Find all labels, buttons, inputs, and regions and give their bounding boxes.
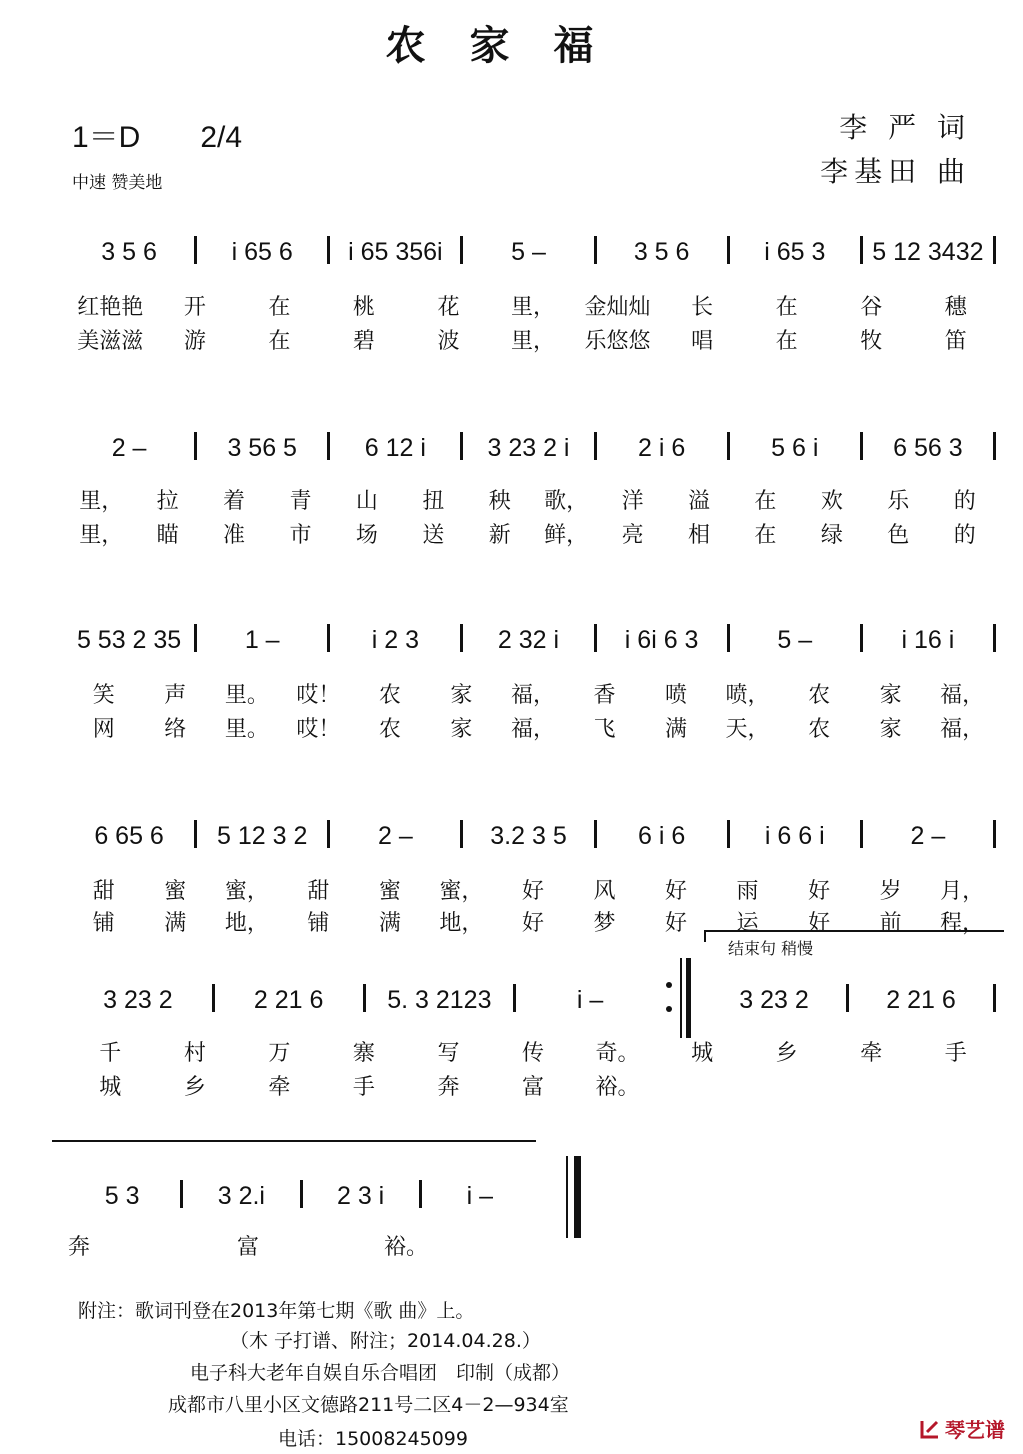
lyric: 福，: [510, 683, 555, 708]
measure: 5. 3 2123: [387, 986, 492, 1014]
notation-row-4: [66, 820, 998, 851]
lyric: 福，: [940, 683, 985, 708]
lyric: 美滋滋: [77, 329, 144, 354]
measure: i 65 6: [231, 238, 293, 266]
lyric: 在: [268, 295, 291, 320]
lyrics-row-3-verse-1: [68, 678, 998, 709]
lyric: 场: [355, 523, 378, 548]
lyric: 好: [808, 879, 831, 904]
lyrics-row-6: [68, 1230, 428, 1261]
lyric: 长: [691, 295, 714, 320]
lyric: 秧: [488, 489, 511, 514]
lyric: 乡: [775, 1041, 798, 1066]
measure: 5 –: [511, 238, 546, 266]
lyric: 牵: [268, 1075, 291, 1100]
notation-row-5-ending: [704, 984, 998, 1015]
lyric: 甜: [92, 879, 115, 904]
lyric: 梦: [593, 911, 616, 936]
measure: 6 56 3: [893, 434, 963, 462]
lyrics-row-4-verse-1: [68, 874, 998, 905]
lyric: 绿: [820, 523, 843, 548]
measure: i 65 3: [764, 238, 826, 266]
lyric: 寨: [352, 1041, 375, 1066]
lyric: 牵: [860, 1041, 883, 1066]
lyric: 千: [99, 1041, 122, 1066]
measure: 3 56 5: [227, 434, 297, 462]
measure: 2 –: [111, 434, 147, 462]
barline: [300, 1180, 303, 1208]
measure: 6 12 i: [364, 434, 426, 462]
barline: [327, 624, 330, 652]
barline: [327, 820, 330, 848]
lyric: 里，: [511, 295, 556, 320]
barline: [727, 624, 730, 652]
lyric: 溢: [688, 489, 711, 514]
measure: 5 3: [104, 1182, 140, 1210]
lyric: 家: [450, 717, 473, 742]
lyric: 程，: [940, 911, 985, 936]
barline: [860, 820, 863, 848]
lyric: 铺: [92, 911, 115, 936]
lyric: 在: [775, 329, 798, 354]
barline: [194, 624, 197, 652]
lyric: 着: [223, 489, 246, 514]
measure: 3 23 2: [103, 986, 173, 1014]
lyric: 蜜: [164, 879, 187, 904]
measure: i 16 i: [901, 626, 955, 654]
lyric: 洋: [621, 489, 644, 514]
lyric: 好: [521, 911, 544, 936]
lyrics-row-2-verse-2: [68, 518, 998, 549]
lyric: 的: [953, 523, 976, 548]
lyric: 香: [593, 683, 616, 708]
barline: [327, 236, 330, 264]
lyric: 喷，: [725, 683, 770, 708]
lyric: 蜜，: [224, 879, 269, 904]
lyric: 碧: [352, 329, 375, 354]
lyric: [660, 1070, 745, 1101]
lyric: 红艳艳: [77, 295, 144, 320]
lyric: 富: [522, 1075, 545, 1100]
footnote-printer: 电子科大老年自娱自乐合唱团 印制（成都）: [190, 1362, 571, 1384]
measure: 2 3 i: [336, 1182, 385, 1210]
measure: 6 i 6: [638, 822, 686, 850]
lyric: 鲜，: [544, 523, 589, 548]
measure: i 6i 6 3: [624, 626, 699, 654]
lyric: 满: [665, 717, 688, 742]
barline: [993, 984, 996, 1012]
lyrics-row-5-verse-2: [68, 1070, 998, 1101]
measure: 5 12 3432: [872, 238, 984, 266]
lyric: 好: [665, 879, 688, 904]
lyric: 谷: [860, 295, 883, 320]
barline: [860, 236, 863, 264]
barline: [727, 820, 730, 848]
lyric: 农: [378, 683, 401, 708]
lyric: 网: [92, 717, 115, 742]
lyric: 穗: [944, 295, 967, 320]
lyric: 地，: [439, 911, 484, 936]
lyric: 桃: [352, 295, 375, 320]
barline: [180, 1180, 183, 1208]
measure: 2 21 6: [253, 986, 324, 1014]
lyric: 乡: [183, 1075, 206, 1100]
lyric: 农: [808, 683, 831, 708]
lyric: 家: [879, 717, 902, 742]
lyric: 手: [944, 1041, 967, 1066]
measure: 5 6 i: [771, 434, 819, 462]
barline: [846, 984, 849, 1012]
final-barline-thick: [574, 1156, 581, 1238]
lyric: 雨: [736, 879, 759, 904]
lyric: 蜜: [378, 879, 401, 904]
qinyipu-logo-icon: [919, 1418, 941, 1440]
lyrics-row-5-verse-1: [68, 1036, 998, 1067]
repeat-thin-line: [680, 958, 682, 1038]
lyric: 满: [378, 911, 401, 936]
lyric: [744, 1070, 829, 1101]
barline: [993, 236, 996, 264]
notation-row-3: [66, 624, 998, 655]
repeat-sign: [666, 958, 694, 1038]
measure: 2 21 6: [886, 986, 956, 1014]
lyric: 好: [808, 911, 831, 936]
lyric: 笑: [92, 683, 115, 708]
measure: 3 23 2 i: [487, 434, 570, 462]
notation-row-1: [66, 236, 998, 267]
lyric: 地，: [224, 911, 269, 936]
lyric: 花: [437, 295, 460, 320]
lyric: 络: [164, 717, 187, 742]
lyric: 运: [736, 911, 759, 936]
lyric: 农: [378, 717, 401, 742]
barline: [727, 236, 730, 264]
barline: [594, 236, 597, 264]
notation-row-2: [66, 432, 998, 463]
tempo-marking: 中速 赞美地: [72, 173, 163, 193]
lyric: 游: [183, 329, 206, 354]
lyric: 乐悠悠: [584, 329, 651, 354]
barline: [513, 984, 516, 1012]
barline: [727, 432, 730, 460]
measure: i 65 356i: [348, 238, 443, 266]
measure: 3 5 6: [633, 238, 690, 266]
barline: [419, 1180, 422, 1208]
lyric: 牧: [860, 329, 883, 354]
lyric: 手: [352, 1075, 375, 1100]
measure: 1 –: [244, 626, 280, 654]
lyric: 里，: [79, 523, 124, 548]
lyrics-row-1-verse-2: [68, 324, 998, 355]
measure: 2 –: [377, 822, 413, 850]
ending-label: 结束句 稍慢: [728, 939, 814, 958]
barline: [993, 624, 996, 652]
lyric: 月，: [940, 879, 985, 904]
lyric: 里，: [511, 329, 556, 354]
measure: 5 12 3 2: [217, 822, 308, 850]
lyric: 在: [775, 295, 798, 320]
footnote-transcriber: （木 子打谱、附注；2014.04.28.）: [230, 1330, 541, 1352]
barline: [194, 236, 197, 264]
measure: 6 65 6: [94, 822, 164, 850]
key-signature: 1＝D 2/4: [72, 121, 243, 154]
lyric: 市: [289, 523, 312, 548]
lyric: 家: [450, 683, 473, 708]
lyric: 喷: [665, 683, 688, 708]
lyric: [829, 1070, 914, 1101]
lyric: 瞄: [156, 523, 179, 548]
lyric: 里。: [224, 683, 269, 708]
lyric: 里，: [79, 489, 124, 514]
measure: i 2 3: [371, 626, 419, 654]
lyric: 前: [879, 911, 902, 936]
lyric: 拉: [156, 489, 179, 514]
lyric: 金灿灿: [584, 295, 651, 320]
lyric: 奔: [68, 1235, 91, 1260]
measure: 3.2 3 5: [490, 822, 567, 850]
lyric: 里。: [224, 717, 269, 742]
song-title: 农家福: [385, 23, 638, 69]
barline: [194, 820, 197, 848]
lyric: 哎！: [296, 683, 341, 708]
notation-row-5-main: [66, 984, 662, 1015]
lyric: 写: [437, 1041, 460, 1066]
lyric: 相: [688, 523, 711, 548]
lyric: 铺: [307, 911, 330, 936]
measure: 3 5 6: [101, 238, 157, 266]
barline: [460, 432, 463, 460]
repeat-dot: [666, 1006, 672, 1012]
lyric: [913, 1070, 998, 1101]
measure: 3 23 2: [739, 986, 809, 1014]
lyric: 裕。: [383, 1235, 428, 1260]
lyric: 新: [488, 523, 511, 548]
barline: [860, 432, 863, 460]
lyrics-row-3-verse-2: [68, 712, 998, 743]
lyric: 开: [183, 295, 206, 320]
lyric: 福，: [510, 717, 555, 742]
measure: 2 i 6: [638, 434, 686, 462]
barline: [194, 432, 197, 460]
lyric: 裕。: [595, 1075, 640, 1100]
lyric: 声: [164, 683, 187, 708]
measure: i –: [576, 986, 604, 1014]
lyric: 福，: [940, 717, 985, 742]
lyric: 的: [953, 489, 976, 514]
lyric: 蜜，: [439, 879, 484, 904]
lyric: 家: [879, 683, 902, 708]
lyric: 色: [887, 523, 910, 548]
lyric: 亮: [621, 523, 644, 548]
final-barline-thin: [566, 1156, 568, 1238]
measure: i 6 6 i: [764, 822, 825, 850]
notation-row-6: [66, 1180, 536, 1211]
watermark-logo: [919, 1414, 1005, 1443]
barline: [460, 624, 463, 652]
lyric: 奇。: [595, 1041, 640, 1066]
barline: [594, 624, 597, 652]
lyric: 飞: [593, 717, 616, 742]
repeat-dot: [666, 982, 672, 988]
measure: 5 53 2 35: [76, 626, 182, 654]
lyric: 满: [164, 911, 187, 936]
lyric: 波: [437, 329, 460, 354]
lyric: 欢: [820, 489, 843, 514]
barline: [460, 820, 463, 848]
barline: [993, 820, 996, 848]
lyric: 奔: [437, 1075, 460, 1100]
repeat-thick-line: [686, 958, 691, 1038]
lyric: 青: [289, 489, 312, 514]
lyric: 天，: [725, 717, 770, 742]
logo-text: 琴艺谱: [945, 1418, 1005, 1442]
measure: 5 –: [777, 626, 813, 654]
lyric: 哎！: [296, 717, 341, 742]
footnote-address: 成都市八里小区文德路211号二区4－2—934室: [168, 1394, 569, 1416]
composer-credit: 李基田 曲: [820, 155, 971, 188]
barline: [993, 432, 996, 460]
lyric: 传: [522, 1041, 545, 1066]
lyricist-credit: 李 严 词: [839, 111, 971, 144]
lyric: 在: [268, 329, 291, 354]
measure: 3 2.i: [217, 1182, 265, 1210]
lyric: 扭: [422, 489, 445, 514]
barline: [363, 984, 366, 1012]
barline: [327, 432, 330, 460]
lyric: 甜: [307, 879, 330, 904]
lyric: 笛: [944, 329, 967, 354]
lyric: 城: [99, 1075, 122, 1100]
lyric: 好: [665, 911, 688, 936]
lyric: 万: [268, 1041, 291, 1066]
footnote-phone: 电话：15008245099: [278, 1428, 468, 1450]
lyric: 农: [808, 717, 831, 742]
measure: i –: [466, 1182, 494, 1210]
lyric: 村: [183, 1041, 206, 1066]
lyric: 歌，: [544, 489, 589, 514]
barline: [460, 236, 463, 264]
measure: 2 32 i: [497, 626, 560, 654]
barline: [212, 984, 215, 1012]
final-barline: [566, 1156, 584, 1238]
lyric: 唱: [691, 329, 714, 354]
lyric: 好: [521, 879, 544, 904]
lyric: 在: [754, 489, 777, 514]
footnote-source: 附注：歌词刊登在2013年第七期《歌 曲》上。: [78, 1300, 475, 1322]
lyric: 富: [236, 1235, 259, 1260]
lyric: 岁: [879, 879, 902, 904]
lyric: 风: [593, 879, 616, 904]
measure: 2 –: [910, 822, 946, 850]
lyric: 送: [422, 523, 445, 548]
lyric: 山: [355, 489, 378, 514]
barline: [594, 820, 597, 848]
lyrics-row-2-verse-1: [68, 484, 998, 515]
barline: [594, 432, 597, 460]
lyrics-row-1-verse-1: [68, 290, 998, 321]
barline: [860, 624, 863, 652]
lyric: 在: [754, 523, 777, 548]
lyric: 准: [223, 523, 246, 548]
ending-bracket-line: [52, 1140, 536, 1142]
lyric: 乐: [887, 489, 910, 514]
lyric: 城: [691, 1041, 714, 1066]
